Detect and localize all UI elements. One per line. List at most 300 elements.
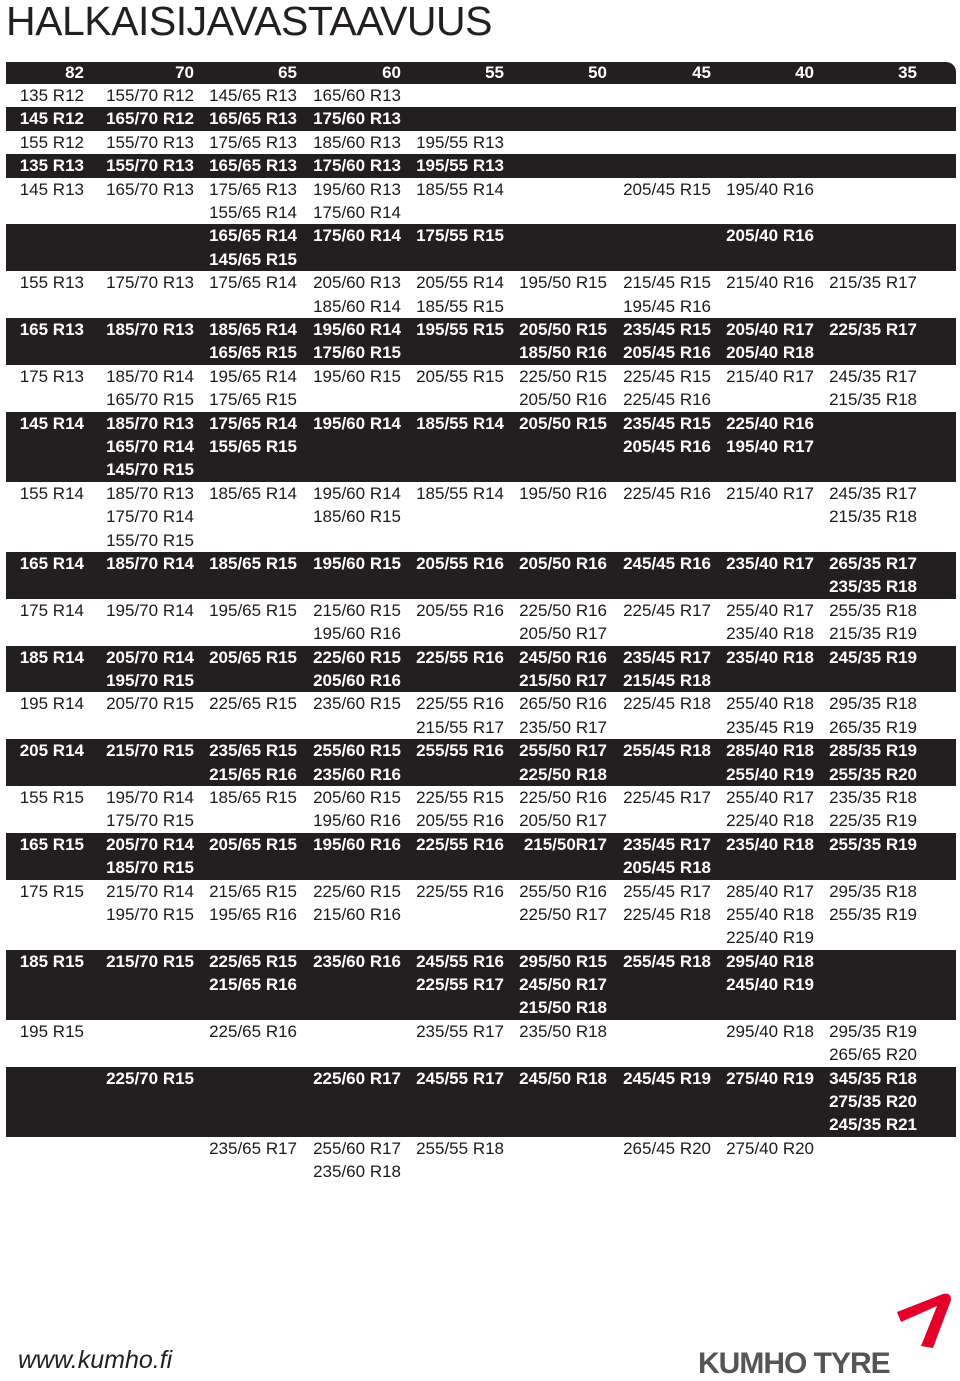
tyre-size: 205/50 R15 — [519, 413, 607, 433]
tyre-size: 225/45 R15 — [623, 366, 711, 386]
table-row — [6, 154, 956, 177]
table-cell — [301, 739, 401, 786]
table-cell — [507, 786, 607, 833]
table-row — [6, 318, 956, 365]
tyre-size: 195/65 R15 — [209, 600, 297, 620]
tyre-size: 175 R15 — [19, 881, 84, 901]
brand-logo-text: KUMHO TYRE — [698, 1347, 890, 1380]
tyre-size: 165/70 R12 — [106, 109, 194, 129]
table-cell — [197, 131, 297, 154]
tyre-size: 205/55 R16 — [416, 811, 504, 831]
tyre-size: 155/70 R15 — [106, 530, 194, 550]
brand-swoosh-icon — [893, 1290, 955, 1350]
table-cell — [817, 1020, 917, 1067]
tyre-size: 235/65 R17 — [209, 1138, 297, 1158]
tyre-size: 215/35 R17 — [829, 273, 917, 293]
tyre-size: 155/65 R15 — [209, 436, 297, 456]
table-cell — [0, 84, 84, 107]
tyre-size: 245/35 R19 — [829, 647, 917, 667]
tyre-size: 215/65 R16 — [209, 764, 297, 784]
table-cell — [507, 599, 607, 646]
tyre-size: 285/40 R17 — [726, 881, 814, 901]
tyre-size-table — [6, 62, 956, 1184]
tyre-size: 225/45 R18 — [623, 694, 711, 714]
tyre-size: 245/55 R16 — [416, 951, 504, 971]
tyre-size: 165 R15 — [19, 834, 84, 854]
tyre-size: 225/50 R16 — [519, 600, 607, 620]
table-cell — [0, 599, 84, 622]
tyre-size: 215/35 R19 — [829, 624, 917, 644]
tyre-size: 165 R13 — [19, 319, 84, 339]
table-cell — [611, 646, 711, 693]
tyre-size: 205/50 R15 — [519, 319, 607, 339]
tyre-size: 195/70 R15 — [106, 904, 194, 924]
table-row — [6, 365, 956, 412]
table-cell — [197, 178, 297, 225]
table-cell — [301, 412, 401, 435]
table-cell — [0, 318, 84, 341]
tyre-size: 195/70 R14 — [106, 600, 194, 620]
tyre-size: 225/60 R15 — [313, 647, 401, 667]
table-cell — [611, 692, 711, 715]
tyre-size: 165/70 R14 — [106, 436, 194, 456]
tyre-size: 185/55 R14 — [416, 179, 504, 199]
tyre-size: 215/50 R17 — [519, 670, 607, 690]
table-cell — [197, 482, 297, 505]
website-link[interactable]: www.kumho.fi — [18, 1346, 173, 1374]
tyre-size: 195 R15 — [19, 1021, 84, 1041]
tyre-size: 155/70 R12 — [106, 86, 194, 105]
tyre-size: 245/55 R17 — [416, 1068, 504, 1088]
tyre-size: 225/60 R17 — [313, 1068, 401, 1088]
table-cell — [0, 552, 84, 575]
tyre-size: 195/60 R14 — [313, 413, 401, 433]
column-header: 70 — [175, 63, 194, 82]
page-title: HALKAISIJAVASTAAVUUS — [6, 0, 492, 44]
table-cell — [507, 365, 607, 412]
table-cell — [507, 692, 607, 739]
tyre-size: 195/60 R15 — [313, 553, 401, 573]
tyre-size: 255/35 R20 — [829, 764, 917, 784]
table-cell — [301, 1137, 401, 1184]
tyre-size: 255/35 R19 — [829, 904, 917, 924]
table-cell — [94, 786, 194, 833]
table-cell — [0, 154, 84, 177]
tyre-size: 215/70 R15 — [106, 741, 194, 761]
tyre-size: 155/65 R14 — [209, 202, 297, 222]
table-cell — [714, 950, 814, 997]
table-cell — [197, 84, 297, 107]
tyre-size: 145 R12 — [19, 109, 84, 129]
tyre-size: 205/40 R18 — [726, 343, 814, 363]
tyre-size: 235/35 R18 — [829, 577, 917, 597]
table-cell — [197, 646, 297, 669]
table-cell — [817, 646, 917, 669]
tyre-size: 255/40 R19 — [726, 764, 814, 784]
tyre-size: 255/40 R18 — [726, 694, 814, 714]
table-cell — [301, 692, 401, 715]
tyre-size: 185 R14 — [19, 647, 84, 667]
table-cell — [507, 880, 607, 927]
tyre-size: 205/65 R15 — [209, 647, 297, 667]
tyre-size: 205/55 R14 — [416, 273, 504, 293]
table-cell — [817, 880, 917, 927]
table-cell — [94, 178, 194, 201]
tyre-size: 225/40 R19 — [726, 928, 814, 948]
table-cell — [611, 833, 711, 880]
tyre-size: 205/55 R16 — [416, 553, 504, 573]
tyre-size: 215/40 R16 — [726, 273, 814, 293]
tyre-size: 175/70 R13 — [106, 273, 194, 293]
tyre-size: 225/35 R17 — [829, 319, 917, 339]
tyre-size: 285/35 R19 — [829, 741, 917, 761]
tyre-size: 275/40 R20 — [726, 1138, 814, 1158]
table-row — [6, 1067, 956, 1137]
table-cell — [0, 365, 84, 388]
tyre-size: 245/35 R17 — [829, 483, 917, 503]
table-cell — [301, 786, 401, 833]
tyre-size: 295/35 R19 — [829, 1021, 917, 1041]
tyre-size: 145/65 R15 — [209, 249, 297, 269]
tyre-size: 205/40 R16 — [726, 226, 814, 246]
tyre-size: 175/65 R14 — [209, 273, 297, 293]
tyre-size: 155 R14 — [19, 483, 84, 503]
tyre-size: 135 R12 — [19, 86, 84, 105]
table-row — [6, 646, 956, 693]
tyre-size: 265/50 R16 — [519, 694, 607, 714]
tyre-size: 225/70 R15 — [106, 1068, 194, 1088]
tyre-size: 195/55 R15 — [416, 319, 504, 339]
tyre-size: 175/60 R14 — [313, 202, 401, 222]
table-cell — [404, 739, 504, 762]
table-cell — [404, 412, 504, 435]
tyre-size: 195 R14 — [19, 694, 84, 714]
tyre-size: 345/35 R18 — [829, 1068, 917, 1088]
table-cell — [301, 950, 401, 973]
tyre-size: 235/35 R18 — [829, 787, 917, 807]
tyre-size: 245/45 R19 — [623, 1068, 711, 1088]
tyre-size: 215/55 R17 — [416, 717, 504, 737]
tyre-size: 215/40 R17 — [726, 483, 814, 503]
tyre-size: 255/60 R15 — [313, 741, 401, 761]
table-cell — [611, 599, 711, 622]
tyre-size: 185/65 R14 — [209, 483, 297, 503]
tyre-size: 225/55 R16 — [416, 694, 504, 714]
tyre-size: 165/70 R15 — [106, 390, 194, 410]
tyre-size: 235/60 R16 — [313, 764, 401, 784]
tyre-size: 215/65 R16 — [209, 975, 297, 995]
tyre-size: 235/65 R15 — [209, 741, 297, 761]
tyre-size: 285/40 R18 — [726, 741, 814, 761]
tyre-size: 235/60 R16 — [313, 951, 401, 971]
table-cell — [404, 1020, 504, 1043]
tyre-size: 185/70 R14 — [106, 553, 194, 573]
tyre-size: 255/60 R17 — [313, 1138, 401, 1158]
table-cell — [611, 552, 711, 575]
tyre-size: 135 R13 — [19, 156, 84, 176]
table-cell — [301, 131, 401, 154]
tyre-size: 235/40 R18 — [726, 624, 814, 644]
tyre-size: 225/60 R15 — [313, 881, 401, 901]
table-cell — [301, 365, 401, 388]
table-cell — [197, 271, 297, 294]
tyre-size: 195/60 R14 — [313, 319, 401, 339]
table-cell — [817, 1067, 917, 1137]
table-cell — [94, 950, 194, 973]
tyre-size: 205/70 R14 — [106, 647, 194, 667]
tyre-size: 255/35 R19 — [829, 834, 917, 854]
tyre-size: 205/45 R16 — [623, 436, 711, 456]
table-body — [6, 84, 956, 1184]
column-header: 82 — [65, 63, 84, 82]
table-cell — [817, 271, 917, 294]
tyre-size: 225/45 R16 — [623, 390, 711, 410]
tyre-size: 225/65 R15 — [209, 694, 297, 714]
tyre-size: 175/60 R15 — [313, 343, 401, 363]
table-cell — [0, 833, 84, 856]
table-cell — [301, 107, 401, 130]
tyre-size: 215/40 R17 — [726, 366, 814, 386]
table-cell — [507, 833, 607, 856]
table-cell — [197, 739, 297, 786]
table-cell — [817, 833, 917, 856]
table-cell — [817, 365, 917, 412]
table-row — [6, 950, 956, 1020]
table-cell — [714, 365, 814, 388]
table-cell — [0, 739, 84, 762]
tyre-size: 235/60 R18 — [313, 1162, 401, 1182]
table-cell — [94, 154, 194, 177]
tyre-size: 205/50 R16 — [519, 553, 607, 573]
table-cell — [94, 599, 194, 622]
tyre-size: 215/35 R18 — [829, 507, 917, 527]
tyre-size: 225/50 R16 — [519, 787, 607, 807]
table-cell — [817, 599, 917, 646]
column-header: 55 — [485, 63, 504, 82]
table-cell — [0, 1020, 84, 1043]
tyre-size: 215/50 R18 — [519, 998, 607, 1018]
table-row — [6, 1137, 956, 1184]
table-cell — [507, 271, 607, 294]
tyre-size: 145/65 R13 — [209, 86, 297, 105]
tyre-size: 235/40 R17 — [726, 553, 814, 573]
tyre-size: 215/65 R15 — [209, 881, 297, 901]
table-cell — [404, 365, 504, 388]
table-cell — [197, 786, 297, 809]
tyre-size: 255/40 R18 — [726, 904, 814, 924]
table-row — [6, 739, 956, 786]
tyre-size: 255/45 R18 — [623, 951, 711, 971]
table-cell — [611, 739, 711, 762]
table-cell — [611, 1137, 711, 1160]
table-cell — [404, 131, 504, 154]
table-cell — [197, 412, 297, 459]
table-cell — [404, 1137, 504, 1160]
tyre-size: 245/35 R21 — [829, 1115, 917, 1135]
tyre-size: 185/70 R15 — [106, 858, 194, 878]
tyre-size: 225/45 R17 — [623, 787, 711, 807]
tyre-size: 215/50R17 — [523, 834, 607, 854]
tyre-size: 265/45 R20 — [623, 1138, 711, 1158]
tyre-size: 215/60 R15 — [313, 600, 401, 620]
table-cell — [0, 412, 84, 435]
tyre-size: 185/60 R13 — [313, 132, 401, 152]
table-cell — [94, 84, 194, 107]
tyre-size: 195/65 R14 — [209, 366, 297, 386]
tyre-size: 175/60 R14 — [313, 226, 401, 246]
table-cell — [507, 1067, 607, 1090]
tyre-size: 255/55 R16 — [416, 741, 504, 761]
tyre-size: 235/45 R19 — [726, 717, 814, 737]
tyre-size: 195/70 R15 — [106, 670, 194, 690]
table-cell — [197, 692, 297, 715]
table-cell — [404, 833, 504, 856]
table-cell — [611, 318, 711, 365]
table-cell — [611, 271, 711, 318]
table-cell — [714, 318, 814, 365]
tyre-size: 255/45 R18 — [623, 741, 711, 761]
tyre-size: 265/65 R20 — [829, 1045, 917, 1065]
table-row — [6, 880, 956, 950]
tyre-size: 175/65 R13 — [209, 179, 297, 199]
tyre-size: 165/65 R15 — [209, 343, 297, 363]
table-cell — [817, 552, 917, 599]
table-cell — [714, 646, 814, 669]
tyre-size: 225/45 R16 — [623, 483, 711, 503]
table-cell — [197, 107, 297, 130]
tyre-size: 205 R14 — [19, 741, 84, 761]
tyre-size: 215/70 R14 — [106, 881, 194, 901]
table-cell — [714, 178, 814, 201]
column-header: 35 — [898, 63, 917, 82]
table-cell — [714, 224, 814, 247]
table-cell — [404, 224, 504, 247]
table-cell — [404, 1067, 504, 1090]
table-cell — [301, 318, 401, 365]
tyre-size: 205/40 R17 — [726, 319, 814, 339]
table-cell — [404, 178, 504, 201]
tyre-size: 185/65 R14 — [209, 319, 297, 339]
table-cell — [507, 552, 607, 575]
table-cell — [301, 271, 401, 318]
tyre-size: 235/45 R15 — [623, 319, 711, 339]
table-row — [6, 552, 956, 599]
tyre-size: 235/40 R18 — [726, 647, 814, 667]
tyre-size: 225/35 R19 — [829, 811, 917, 831]
table-cell — [94, 739, 194, 762]
tyre-size: 235/50 R18 — [519, 1021, 607, 1041]
table-cell — [301, 646, 401, 693]
tyre-size: 225/40 R18 — [726, 811, 814, 831]
table-cell — [714, 692, 814, 739]
tyre-size: 235/55 R17 — [416, 1021, 504, 1041]
tyre-size: 225/45 R18 — [623, 904, 711, 924]
tyre-size: 255/50 R17 — [519, 741, 607, 761]
tyre-size: 175 R13 — [19, 366, 84, 386]
tyre-size: 265/35 R19 — [829, 717, 917, 737]
tyre-size: 225/65 R15 — [209, 951, 297, 971]
tyre-size: 205/50 R17 — [519, 624, 607, 644]
tyre-size: 185/55 R14 — [416, 483, 504, 503]
tyre-size: 255/45 R17 — [623, 881, 711, 901]
table-cell — [404, 599, 504, 622]
table-cell — [0, 482, 84, 505]
table-cell — [0, 178, 84, 201]
tyre-size: 225/40 R16 — [726, 413, 814, 433]
tyre-size: 205/60 R15 — [313, 787, 401, 807]
tyre-size: 145 R13 — [19, 179, 84, 199]
table-cell — [611, 482, 711, 505]
tyre-size: 165/65 R13 — [209, 109, 297, 129]
tyre-size: 165 R14 — [19, 553, 84, 573]
table-cell — [817, 692, 917, 739]
tyre-size: 205/55 R15 — [416, 366, 504, 386]
table-header-row — [6, 62, 956, 84]
tyre-size: 195/60 R13 — [313, 179, 401, 199]
column-header: 65 — [278, 63, 297, 82]
tyre-size: 195/50 R15 — [519, 273, 607, 293]
tyre-size: 205/45 R16 — [623, 343, 711, 363]
tyre-size: 185 R15 — [19, 951, 84, 971]
tyre-size: 175/70 R14 — [106, 507, 194, 527]
tyre-size: 175/60 R13 — [313, 109, 401, 129]
tyre-size: 175/65 R15 — [209, 390, 297, 410]
tyre-size: 185/70 R13 — [106, 319, 194, 339]
tyre-size: 225/55 R16 — [416, 647, 504, 667]
table-cell — [611, 178, 711, 201]
tyre-size: 235/60 R15 — [313, 694, 401, 714]
table-cell — [507, 412, 607, 435]
tyre-size: 245/50 R16 — [519, 647, 607, 667]
table-cell — [301, 833, 401, 856]
table-cell — [94, 646, 194, 693]
table-cell — [301, 482, 401, 529]
tyre-size: 245/45 R16 — [623, 553, 711, 573]
table-cell — [714, 833, 814, 856]
table-cell — [197, 154, 297, 177]
tyre-size: 175/65 R14 — [209, 413, 297, 433]
tyre-size: 265/35 R17 — [829, 553, 917, 573]
table-cell — [404, 552, 504, 575]
table-cell — [0, 692, 84, 715]
table-cell — [0, 131, 84, 154]
column-header: 50 — [588, 63, 607, 82]
table-cell — [197, 224, 297, 271]
tyre-size: 195/60 R16 — [313, 811, 401, 831]
table-cell — [197, 880, 297, 927]
tyre-size: 295/40 R18 — [726, 1021, 814, 1041]
table-row — [6, 833, 956, 880]
table-cell — [94, 692, 194, 715]
tyre-size: 225/50 R17 — [519, 904, 607, 924]
table-cell — [0, 107, 84, 130]
tyre-size: 195/55 R13 — [416, 132, 504, 152]
table-cell — [0, 646, 84, 669]
table-cell — [94, 1067, 194, 1090]
table-cell — [611, 950, 711, 973]
tyre-size: 245/50 R18 — [519, 1068, 607, 1088]
table-cell — [817, 482, 917, 529]
tyre-size: 195/40 R17 — [726, 436, 814, 456]
table-cell — [611, 880, 711, 927]
tyre-size: 235/40 R18 — [726, 834, 814, 854]
table-cell — [0, 786, 84, 809]
tyre-size: 195/55 R13 — [416, 156, 504, 176]
table-row — [6, 271, 956, 318]
tyre-size: 195/45 R16 — [623, 296, 711, 316]
table-cell — [0, 950, 84, 973]
tyre-size: 205/60 R13 — [313, 273, 401, 293]
